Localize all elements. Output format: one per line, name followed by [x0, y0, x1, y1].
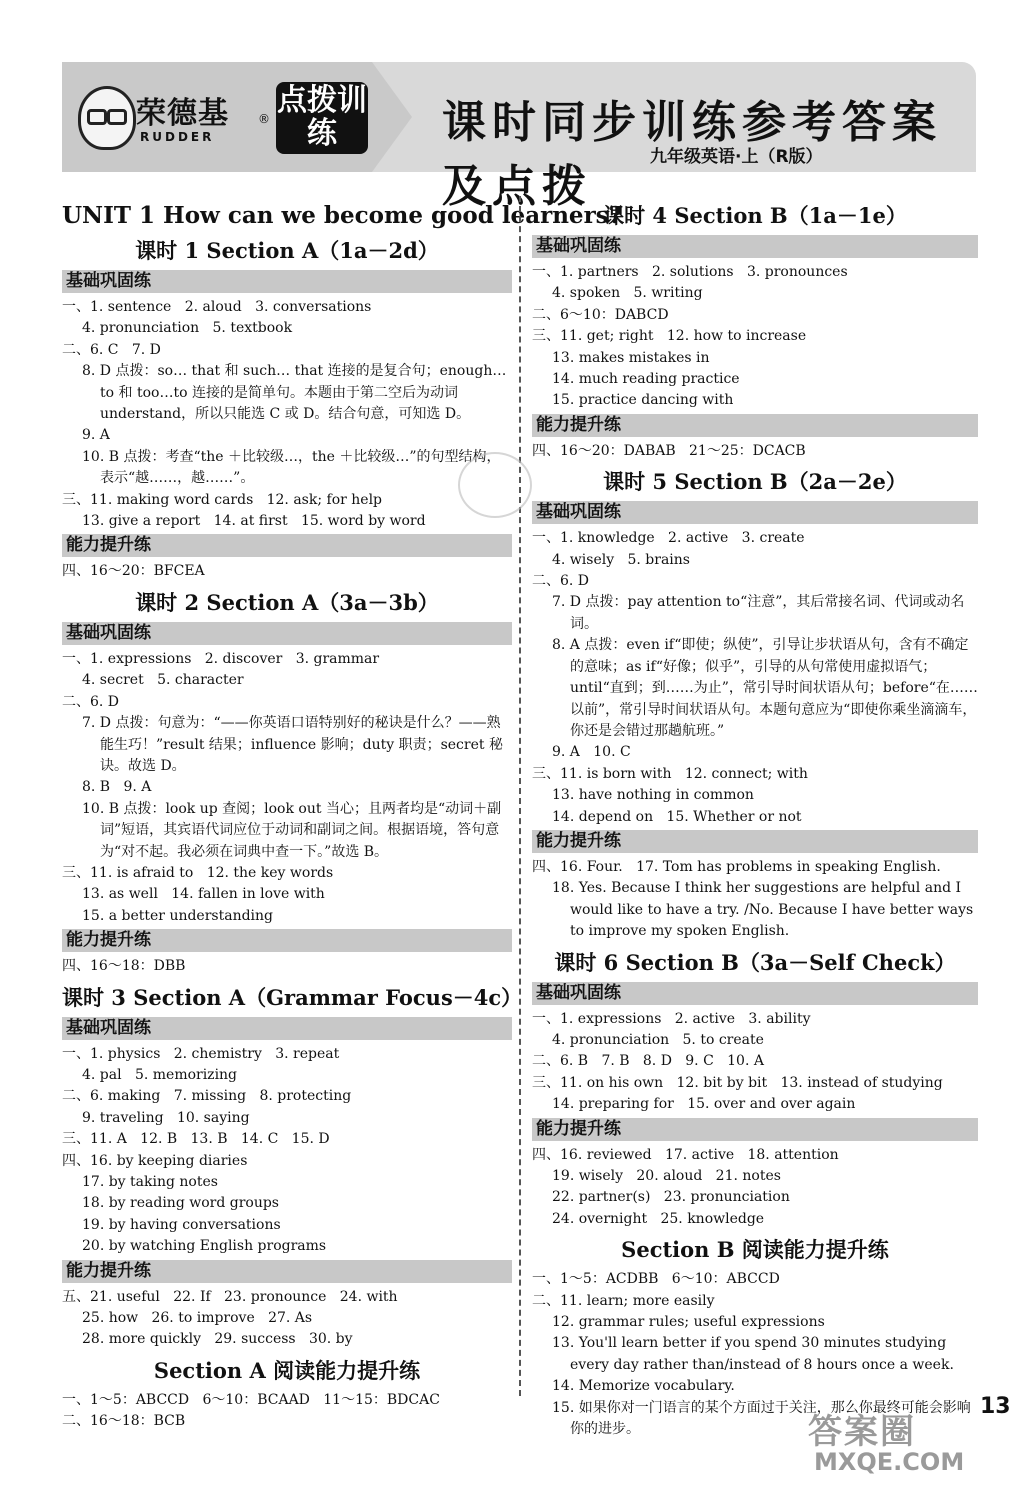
answer-line: 三、11. making word cards 12. ask; for help: [62, 491, 383, 508]
lesson-heading: 课时 2 Section A（3a－3b）: [135, 589, 439, 615]
logo-name: 荣德基: [136, 96, 229, 131]
answer-line: 三、11. is afraid to 12. the key words: [62, 864, 334, 881]
answer-line: 四、16. reviewed 17. active 18. attention: [532, 1146, 839, 1163]
page-number: 13: [980, 1394, 1011, 1419]
answer-line: 13. as well 14. fallen in love with: [82, 886, 325, 903]
section-bar: 能力提升练: [62, 929, 512, 952]
answer-line: 14. Memorize vocabulary.: [552, 1378, 735, 1395]
publisher-logo: [62, 62, 372, 172]
faded-watermark-glyphs: [928, 880, 1000, 1260]
site-watermark: 答案圈: [808, 1412, 916, 1452]
answer-line: 17. by taking notes: [82, 1174, 218, 1190]
answer-line: 三、11. is born with 12. connect; with: [532, 765, 808, 782]
lesson-heading: Section B 阅读能力提升练: [621, 1237, 889, 1263]
homework-stamp-icon: [458, 452, 532, 518]
answer-line: 四、16～20：DABAB 21～25：DCACB: [532, 442, 806, 459]
answer-line: 8. A 点拨：even if“即使；纵使”，引导让步状语从句，含有不确定的意味；as if“好像；似乎”，引导的从句常使用虚拟语气；until“直到；到……为止”，常引导时间状语从句；before“在……以前”，常引导时间状语从句。本题句意应为“即使你乘坐滴滴车，你还是会错过那趟航班。”: [552, 637, 978, 739]
section-bar: 能力提升练: [532, 830, 978, 853]
answer-line: 14. preparing for 15. over and over again: [552, 1096, 856, 1113]
answer-line: 15. practice dancing with: [552, 392, 734, 409]
answer-line: 二、16～18：BCB: [62, 1413, 186, 1430]
answer-line: 18. by reading word groups: [82, 1195, 279, 1212]
answer-line: 19. wisely 20. aloud 21. notes: [552, 1168, 781, 1184]
answer-line: 13. give a report 14. at first 15. word by word: [82, 513, 426, 530]
answer-line: 8. B 9. A: [82, 779, 152, 796]
answer-line: 9. A: [82, 427, 110, 444]
answer-line: 二、6. B 7. B 8. D 9. C 10. A: [532, 1053, 764, 1070]
answer-line: 10. B 点拨：考查“the ＋比较级…，the ＋比较级…”的句型结构，表示“越……，越……”。: [82, 448, 501, 487]
answer-line: 四、16. Four. 17. Tom has problems in speaking English.: [532, 858, 941, 875]
column-divider: [519, 196, 521, 1396]
answer-line: 一、1. partners 2. solutions 3. pronounces: [532, 264, 848, 280]
registered-mark: ®: [258, 112, 270, 126]
answer-line: 8. D 点拨：so… that 和 such… that 连接的是复合句；enough…to 和 too…to 连接的是简单句。本题由于第二空后为动词 understand，所以只能选 C 或 D。结合句意，可知选 D。: [82, 363, 507, 423]
answer-line: 二、6. D: [532, 573, 590, 590]
logo-english: RUDDER: [140, 130, 215, 144]
answer-line: 一、1. expressions 2. active 3. ability: [532, 1010, 811, 1027]
answer-line: 4. secret 5. character: [82, 672, 244, 689]
mascot-face-icon: [78, 86, 136, 150]
answer-line: 二、6. D: [62, 693, 120, 710]
section-bar: 基础巩固练: [532, 982, 978, 1005]
answer-line: 四、16～20：BFCEA: [62, 563, 205, 580]
answer-line: 二、6. making 7. missing 8. protecting: [62, 1088, 352, 1105]
answer-line: 9. traveling 10. saying: [82, 1109, 250, 1126]
answer-line: 15. a better understanding: [82, 907, 274, 924]
answer-line: 25. how 26. to improve 27. As: [82, 1310, 313, 1327]
answer-line: 四、16. by keeping diaries: [62, 1152, 248, 1169]
answer-line: 四、16～18：DBB: [62, 958, 186, 975]
section-bar: 基础巩固练: [62, 622, 512, 645]
answer-line: 20. by watching English programs: [82, 1238, 327, 1255]
answer-line: 一、1～5：ABCCD 6～10：BCAAD 11～15：BDCAC: [62, 1391, 440, 1408]
lesson-heading: 课时 3 Section A（Grammar Focus－4c）: [62, 984, 523, 1010]
lesson-heading: 课时 5 Section B（2a－2e）: [603, 469, 907, 495]
answer-line: 4. pronunciation 5. textbook: [82, 320, 293, 337]
answer-line: 28. more quickly 29. success 30. by: [82, 1331, 353, 1348]
unit-title: UNIT 1 How can we become good learners?: [62, 202, 623, 229]
answer-line: 10. B 点拨：look up 查阅；look out 当心；且两者均是“动词＋副词”短语，其宾语代词应位于动词和副词之间。根据语境，答句意为“对不起。我必须在词典中查一下。”故选 B。: [82, 800, 502, 860]
section-bar: 基础巩固练: [532, 501, 978, 524]
answer-line: 9. A 10. C: [552, 744, 631, 761]
right-column: [532, 196, 978, 1440]
lesson-heading: 课时 4 Section B（1a－1e）: [603, 203, 907, 228]
answer-line: 一、1. sentence 2. aloud 3. conversations: [62, 299, 372, 315]
answer-line: 19. by having conversations: [82, 1216, 281, 1233]
answer-line: 一、1. expressions 2. discover 3. grammar: [62, 650, 380, 667]
page-title: 课时同步训练参考答案及点拨: [442, 97, 942, 212]
answer-line: 13. have nothing in common: [552, 787, 754, 804]
answer-line: 13. makes mistakes in: [552, 349, 710, 366]
answer-line: 三、11. A 12. B 13. B 14. C 15. D: [62, 1131, 330, 1148]
answer-line: 12. grammar rules; useful expressions: [552, 1314, 825, 1331]
header-banner: [62, 62, 976, 212]
site-watermark-url: MXQE.COM: [814, 1448, 965, 1476]
page-subtitle: 九年级英语·上（R版）: [650, 147, 823, 167]
answer-line: 二、6. C 7. D: [62, 341, 161, 358]
lesson-heading: 课时 1 Section A（1a－2d）: [135, 238, 439, 263]
section-bar: 基础巩固练: [62, 1017, 512, 1040]
section-bar: 基础巩固练: [532, 235, 978, 258]
answer-line: 二、11. learn; more easily: [532, 1292, 715, 1309]
right-answer-list: [532, 200, 978, 1440]
answer-line: 22. partner(s) 23. pronunciation: [552, 1189, 790, 1206]
answer-line: 五、21. useful 22. If 23. pronounce 24. with: [62, 1288, 398, 1305]
section-bar: 基础巩固练: [62, 270, 512, 293]
answer-line: 14. much reading practice: [552, 371, 740, 388]
answer-line: 4. spoken 5. writing: [552, 285, 703, 302]
answer-line: 4. wisely 5. brains: [552, 551, 690, 568]
section-bar: 能力提升练: [532, 414, 978, 437]
left-answer-list: [62, 235, 523, 1433]
answer-line: 一、1. knowledge 2. active 3. create: [532, 530, 805, 547]
section-bar: 能力提升练: [532, 1118, 978, 1141]
section-bar: 能力提升练: [62, 1260, 512, 1283]
answer-line: 7. D 点拨：pay attention to“注意”，其后常接名词、代词或动名词。: [552, 594, 965, 632]
answer-line: 24. overnight 25. knowledge: [552, 1210, 765, 1227]
answer-line: 三、11. get; right 12. how to increase: [532, 328, 807, 345]
answer-line: 一、1. physics 2. chemistry 3. repeat: [62, 1045, 340, 1062]
answer-line: 18. Yes. Because I think her suggestions are helpful and I would like to have a try. /No. Because I have better ways to improve my spoken English.: [552, 880, 974, 940]
answer-line: 15. 如果你对一门语言的某个方面过于关注，那么你最终可能会影响你的进步。: [552, 1399, 971, 1438]
answer-line: 13. You'll learn better if you spend 30 minutes studying every day rather than/instead of 8 hours once a week.: [552, 1335, 954, 1373]
answer-line: 一、1～5：ACDBB 6～10：ABCCD: [532, 1271, 780, 1288]
answer-line: 三、11. on his own 12. bit by bit 13. instead of studying: [532, 1074, 943, 1091]
answer-line: 14. depend on 15. Whether or not: [552, 808, 802, 825]
answer-line: 7. D 点拨：句意为：“——你英语口语特别好的秘诀是什么？——熟能生巧！”result 结果；influence 影响；duty 职责；secret 秘诀。故选 D。: [82, 715, 503, 774]
answer-line: 4. pal 5. memorizing: [82, 1066, 238, 1083]
lesson-heading: Section A 阅读能力提升练: [153, 1357, 421, 1383]
banner-arrow-shape: [372, 62, 412, 172]
lesson-heading: 课时 6 Section B（3a－Self Check）: [554, 949, 956, 975]
answer-line: 二、6～10：DABCD: [532, 306, 669, 323]
section-bar: 能力提升练: [62, 534, 512, 557]
answer-line: 4. pronunciation 5. to create: [552, 1031, 764, 1048]
brand-badge: 点拨训练: [276, 82, 368, 154]
